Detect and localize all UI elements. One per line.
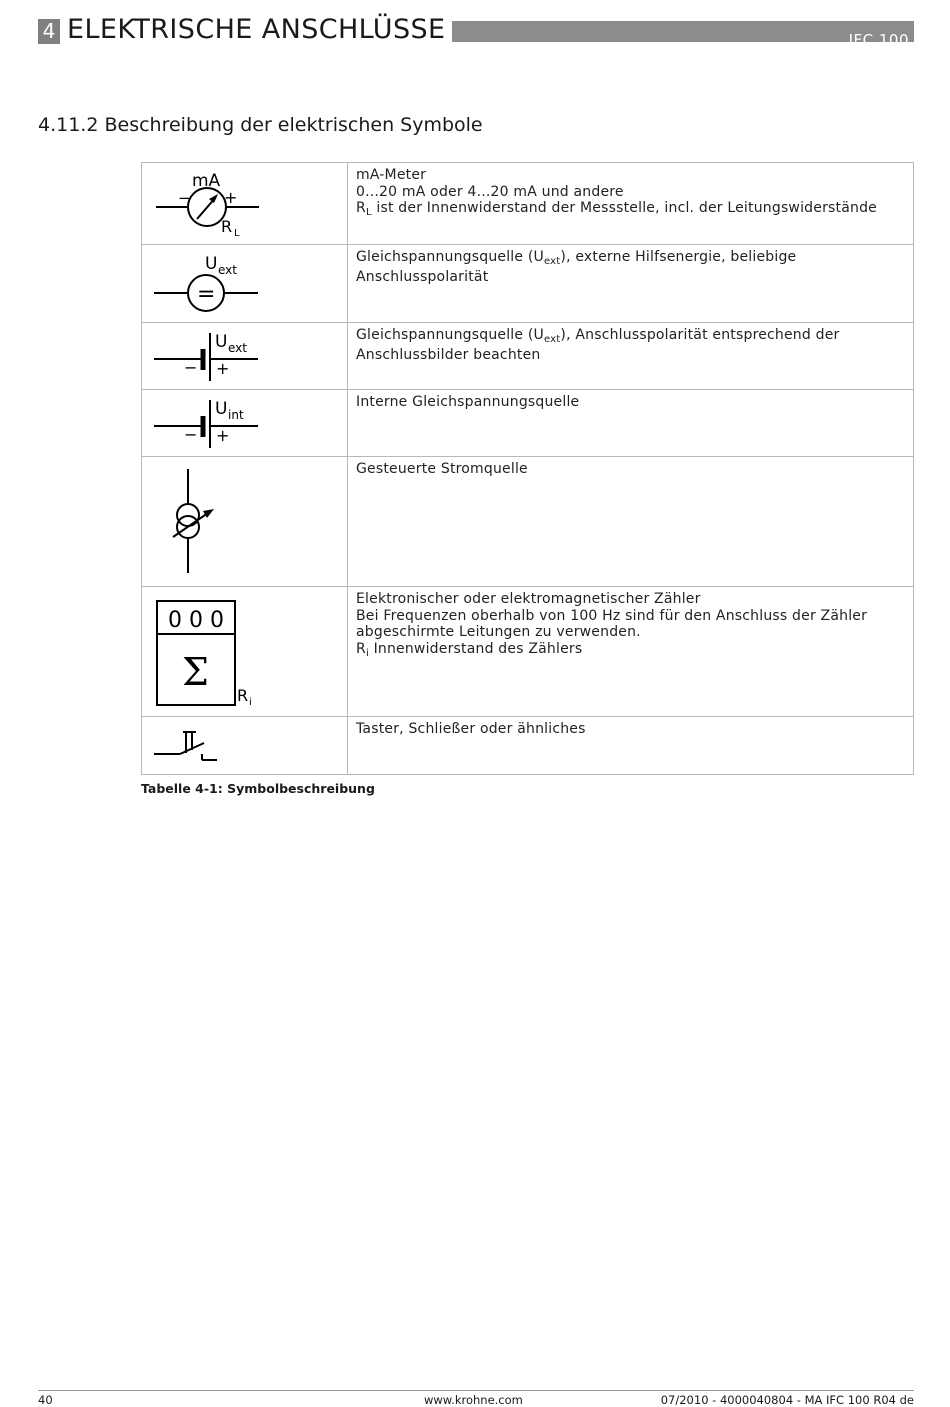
symbol-table [141, 162, 914, 775]
plus-label: + [216, 359, 230, 378]
counter-icon [142, 587, 347, 715]
description-line: Elektronischer oder elektromagnetischer Zähler [356, 591, 701, 607]
symbol-cell [142, 163, 348, 245]
table-row [142, 323, 914, 390]
ma-meter-symbol-icon [142, 163, 347, 243]
description-cell [348, 323, 914, 390]
u-label: U [205, 254, 218, 274]
description-cell [348, 245, 914, 323]
description-line: 0...20 mA oder 4...20 mA und andere [356, 183, 624, 200]
battery-external-icon [142, 323, 347, 388]
text-part: ist der Innenwiderstand der Messstelle, incl. der Leitungswiderstände [371, 200, 877, 216]
text-part: Gleichspannungsquelle (U [356, 249, 544, 265]
symbol-cell [142, 323, 348, 390]
description-line [356, 249, 913, 266]
chapter-number: 4 [38, 19, 60, 44]
description-line: Anschlusspolarität [356, 268, 489, 285]
minus-label: − [178, 189, 191, 207]
r-sub-label: L [234, 228, 240, 239]
symbol-cell [142, 457, 348, 587]
counter-digits: 0 0 0 [168, 608, 224, 633]
chapter-title: ELEKTRISCHE ANSCHLÜSSE [67, 14, 446, 45]
minus-label: − [184, 358, 198, 377]
symbol-cell [142, 587, 348, 717]
description-line: Anschlussbilder beachten [356, 346, 541, 363]
dc-voltage-source-icon [142, 245, 347, 321]
description-cell [348, 390, 914, 457]
r-label: R [237, 686, 249, 705]
description-line [356, 327, 913, 344]
table-row [142, 587, 914, 717]
table-caption: Tabelle 4-1: Symbolbeschreibung [141, 781, 375, 796]
subscript: ext [543, 256, 561, 267]
subscript: L [365, 207, 372, 218]
equals-label: = [197, 282, 216, 307]
text-part: R [356, 200, 366, 216]
description-line: mA-Meter [356, 167, 427, 183]
subscript: i [365, 647, 369, 659]
table-row [142, 163, 914, 245]
description-line: Gesteuerte Stromquelle [356, 461, 528, 477]
symbol-cell [142, 245, 348, 323]
table-row [142, 245, 914, 323]
text-part: ), externe Hilfsenergie, beliebige [560, 249, 797, 265]
footer-divider [38, 1390, 914, 1391]
plus-label: + [216, 426, 230, 445]
text-part: R [356, 640, 366, 657]
document-id: 07/2010 - 4000040804 - MA IFC 100 R04 de [660, 1393, 914, 1407]
description-cell [348, 587, 914, 717]
sigma-icon: Σ [182, 650, 209, 694]
description-cell [348, 457, 914, 587]
r-label: R [221, 217, 233, 236]
table-row [142, 457, 914, 587]
description-line: Taster, Schließer oder ähnliches [356, 721, 586, 737]
u-label: U [215, 332, 228, 352]
description-line: Bei Frequenzen oberhalb von 100 Hz sind für den Anschluss der Zähler [356, 607, 868, 624]
u-label: U [215, 399, 228, 419]
table-row [142, 717, 914, 775]
battery-internal-icon [142, 390, 347, 455]
ma-label: mA [192, 171, 221, 191]
page-number: 40 [38, 1393, 53, 1407]
text-part: Innenwiderstand des Zählers [368, 640, 583, 657]
u-sub-label: ext [228, 341, 247, 355]
description-cell [348, 163, 914, 245]
u-sub-label: int [228, 408, 244, 422]
table-row [142, 390, 914, 457]
product-name: IFC 100 [848, 31, 909, 49]
subscript: ext [543, 334, 561, 345]
plus-label: + [224, 188, 238, 207]
symbol-cell [142, 390, 348, 457]
description-line [356, 641, 913, 658]
controlled-current-source-icon [142, 457, 347, 585]
page-header [38, 12, 914, 49]
r-sub-label: i [249, 697, 252, 708]
push-button-switch-icon [142, 717, 347, 773]
description-line: abgeschirmte Leitungen zu verwenden. [356, 624, 641, 640]
description-line: Interne Gleichspannungsquelle [356, 394, 580, 410]
minus-label: − [184, 425, 198, 444]
website-link[interactable]: www.krohne.com [424, 1393, 523, 1407]
header-bar [452, 21, 914, 49]
section-title: 4.11.2 Beschreibung der elektrischen Symbole [38, 114, 483, 136]
u-sub-label: ext [218, 263, 237, 277]
description-line [356, 200, 913, 217]
text-part: ), Anschlusspolarität entsprechend der [560, 327, 840, 343]
text-part: Gleichspannungsquelle (U [356, 327, 544, 343]
symbol-cell [142, 717, 348, 775]
description-cell [348, 717, 914, 775]
